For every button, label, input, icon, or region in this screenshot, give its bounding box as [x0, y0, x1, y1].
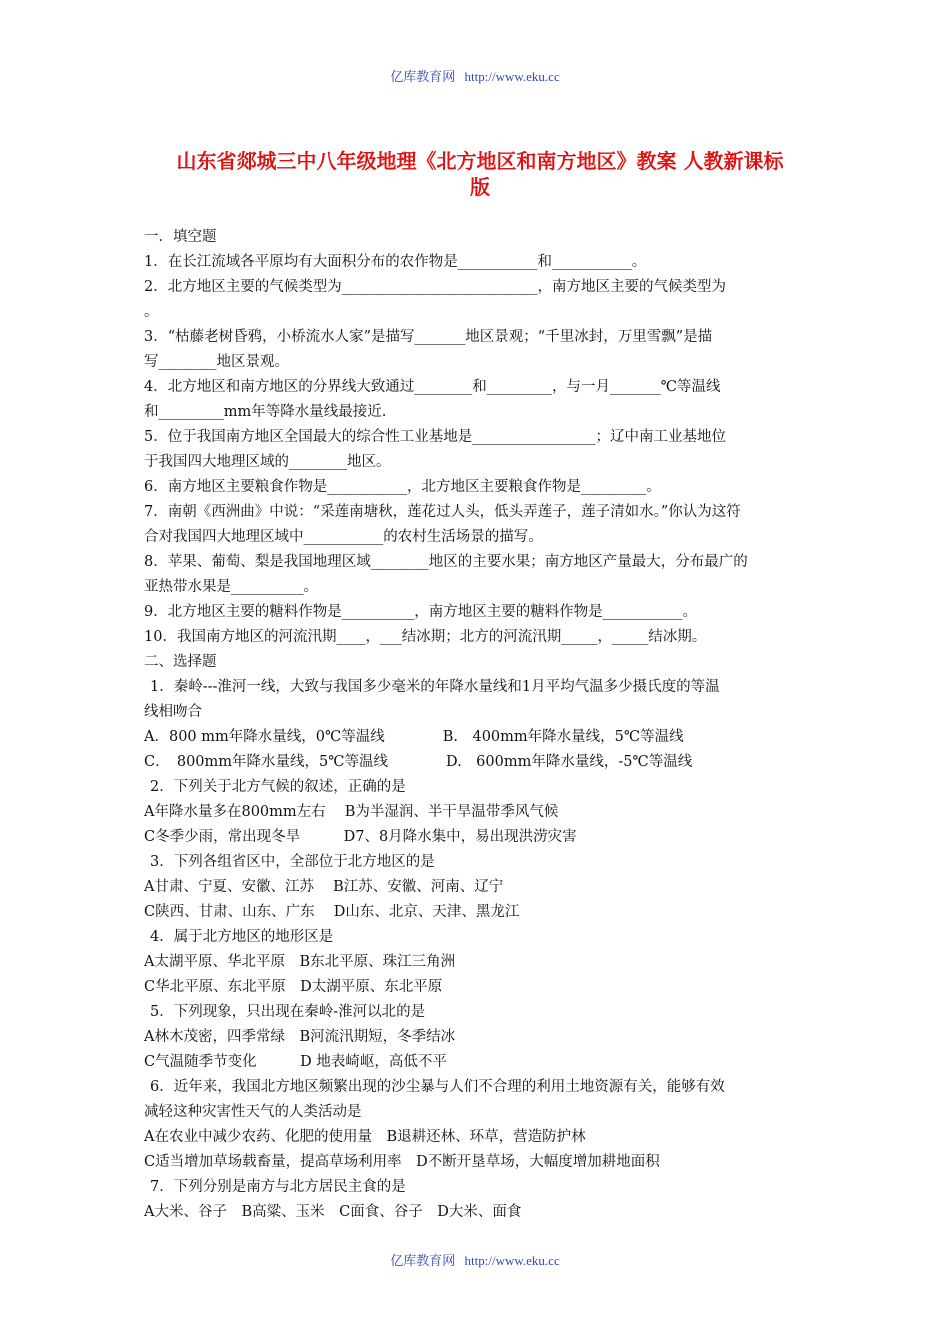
question-line: 亚热带水果是__________。 [144, 579, 318, 595]
question-line: 减轻这种灾害性天气的人类活动是 [144, 1104, 362, 1120]
question-line: 3．下列各组省区中，全部位于北方地区的是 [150, 854, 435, 870]
option-line: A太湖平原、华北平原 B东北平原、珠江三角洲 [144, 954, 456, 970]
question-line: 和_________mm年等降水量线最接近. [144, 404, 387, 420]
footer-url: http://www.eku.cc [464, 1253, 560, 1268]
document-body [144, 225, 812, 1225]
footer-site-name: 亿库教育网 [390, 1253, 456, 1268]
option-line: A大米、谷子 B高粱、玉米 C面食、谷子 D大米、面食 [144, 1204, 522, 1220]
option-line: A在农业中减少农药、化肥的使用量 B退耕还林、环草，营造防护林 [144, 1129, 586, 1145]
title-line-2: 版 [470, 175, 490, 199]
question-line: 于我国四大地理区域的________地区。 [144, 454, 391, 470]
question-line: 1．在长江流域各平原均有大面积分布的农作物是___________和___________。 [144, 254, 647, 270]
option-line: A．800 mm年降水量线，0℃等温线 B. 400mm年降水量线，5℃等温线 [144, 729, 684, 745]
question-line: 10．我国南方地区的河流汛期____，___结冰期；北方的河流汛期_____，_____结冰期。 [144, 629, 707, 645]
question-line: 6．近年来，我国北方地区频繁出现的沙尘暴与人们不合理的利用土地资源有关，能够有效 [150, 1079, 725, 1095]
option-line: C． 800mm年降水量线，5℃等温线 D. 600mm年降水量线，-5℃等温线 [144, 754, 693, 770]
page-footer [0, 1250, 950, 1269]
page-header [0, 66, 950, 85]
question-line: 合对我国四大地理区域中___________的农村生活场景的描写。 [144, 529, 543, 545]
question-line: 写________地区景观。 [144, 354, 289, 370]
question-line: 1．秦岭---淮河一线，大致与我国多少毫米的年降水量线和1月平均气温多少摄氏度的等温 [150, 679, 720, 695]
option-line: C适当增加草场载畜量，提高草场利用率 D不断开垦草场，大幅度增加耕地面积 [144, 1154, 660, 1170]
section-heading-choice: 二、选择题 [144, 654, 217, 670]
document-title [140, 148, 820, 200]
question-line: 7．南朝《西洲曲》中说：“采莲南塘秋，莲花过人头，低头弄莲子，莲子清如水。”你认为这符 [144, 504, 741, 520]
option-line: C气温随季节变化 D 地表崎岖，高低不平 [144, 1054, 447, 1070]
question-line: 2．下列关于北方气候的叙述，正确的是 [150, 779, 406, 795]
question-line: 3．“枯藤老树昏鸦，小桥流水人家”是描写_______地区景观；“千里冰封，万里雪飘”是描 [144, 329, 713, 345]
option-line: A甘肃、宁夏、安徽、江苏 B江苏、安徽、河南、辽宁 [144, 879, 504, 895]
title-line-1: 山东省郯城三中八年级地理《北方地区和南方地区》教案 人教新课标 [176, 149, 784, 173]
option-line: C华北平原、东北平原 D太湖平原、东北平原 [144, 979, 443, 995]
question-line: 8．苹果、葡萄、梨是我国地理区域________地区的主要水果；南方地区产量最大，分布最广的 [144, 554, 748, 570]
header-url: http://www.eku.cc [464, 69, 560, 84]
option-line: A年降水量多在800mm左右 B为半湿润、半干旱温带季风气候 [144, 804, 559, 820]
question-line: 5．位于我国南方地区全国最大的综合性工业基地是_________________；辽中南工业基地位 [144, 429, 726, 445]
option-line: C冬季少雨，常出现冬旱 D7、8月降水集中，易出现洪涝灾害 [144, 829, 577, 845]
question-line: 4．北方地区和南方地区的分界线大致通过________和_________，与一月_______℃等温线 [144, 379, 721, 395]
question-line: 7．下列分别是南方与北方居民主食的是 [150, 1179, 406, 1195]
question-line: 4．属于北方地区的地形区是 [150, 929, 334, 945]
question-line: 6．南方地区主要粮食作物是___________，北方地区主要粮食作物是_________。 [144, 479, 661, 495]
question-line: 线相吻合 [144, 704, 202, 720]
question-line: 5．下列现象，只出现在秦岭-淮河以北的是 [150, 1004, 426, 1020]
section-heading-fill-in: 一．填空题 [144, 229, 217, 245]
question-line: 9．北方地区主要的糖料作物是__________，南方地区主要的糖料作物是___________。 [144, 604, 697, 620]
question-line: 。 [144, 304, 159, 320]
option-line: C陕西、甘肃、山东、广东 D山东、北京、天津、黑龙江 [144, 904, 520, 920]
question-line: 2．北方地区主要的气候类型为___________________________，南方地区主要的气候类型为 [144, 279, 726, 295]
option-line: A林木茂密，四季常绿 B河流汛期短，冬季结冰 [144, 1029, 456, 1045]
header-site-name: 亿库教育网 [390, 69, 456, 84]
